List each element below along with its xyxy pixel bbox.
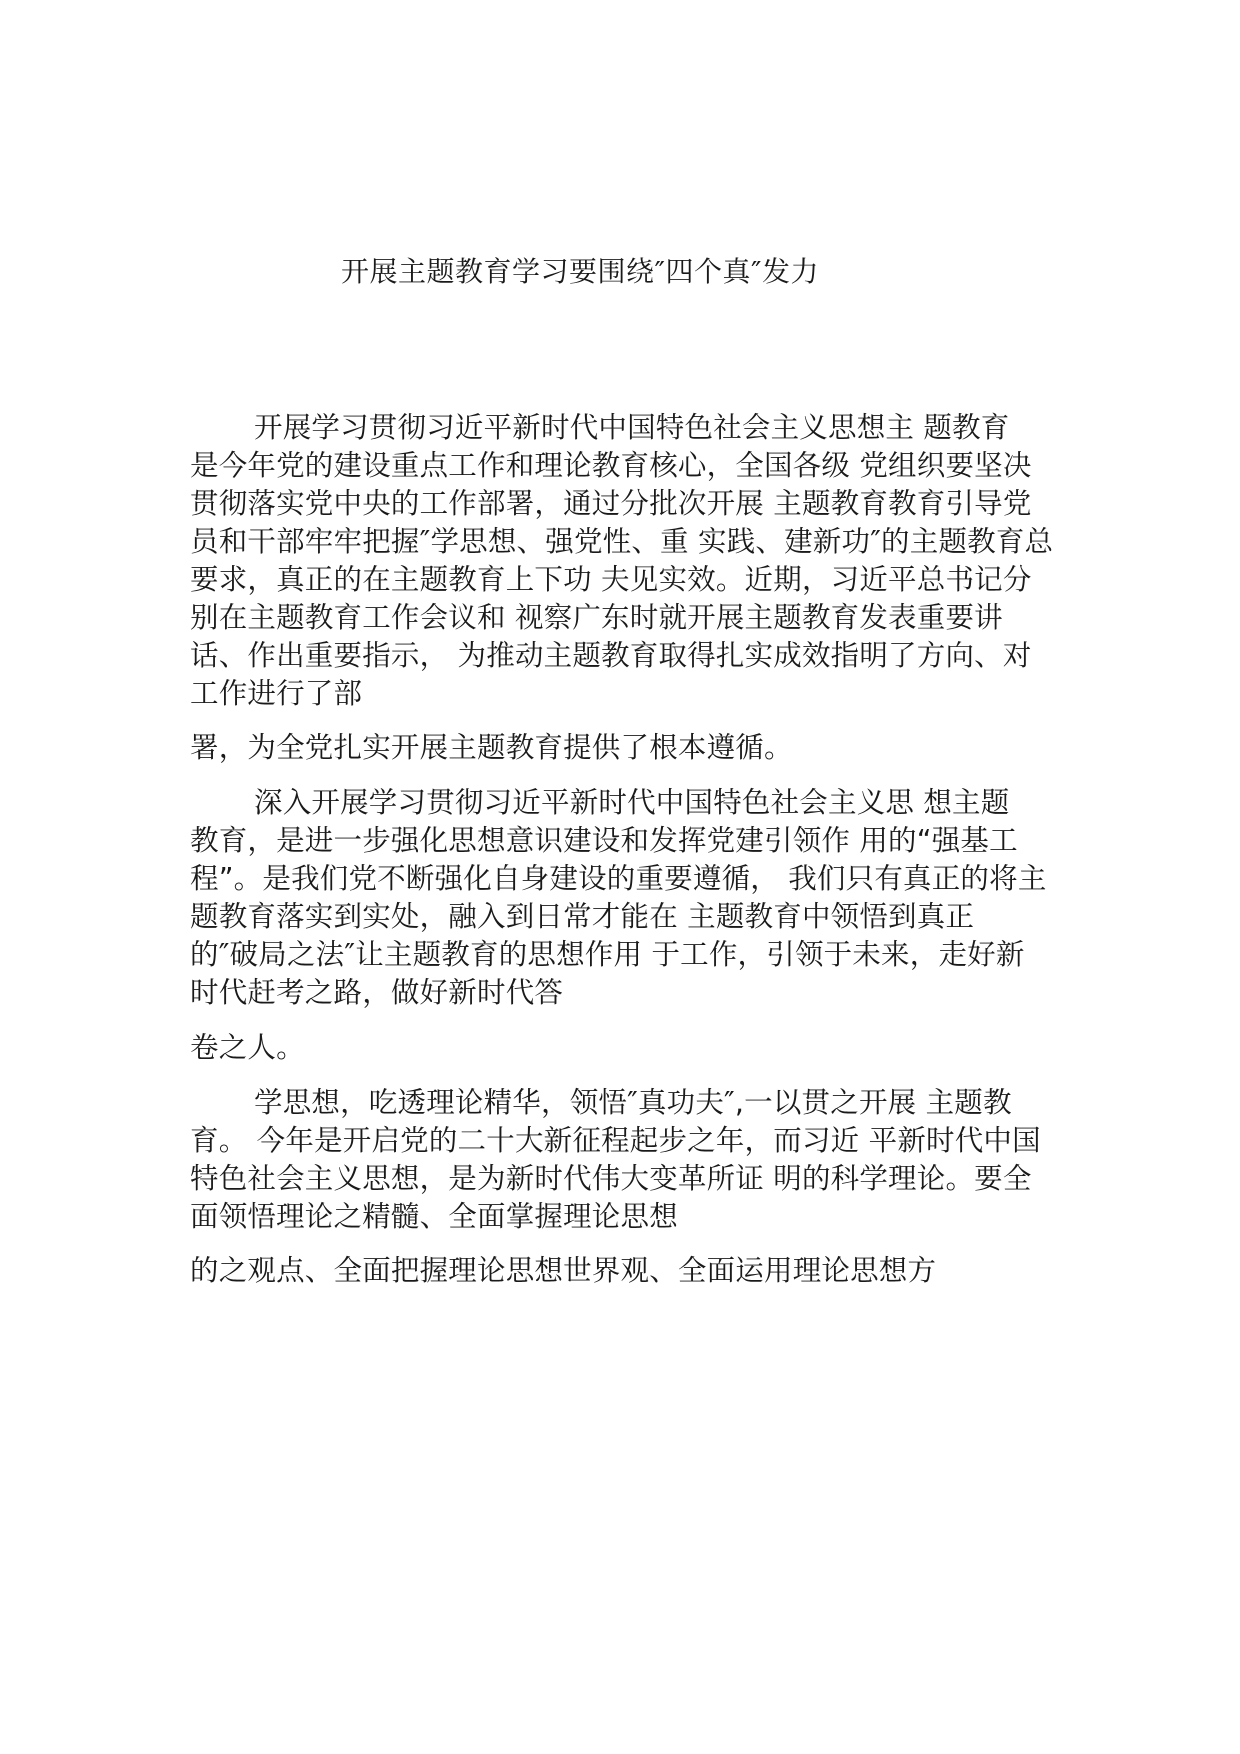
text-line: 题教育落实到实处，融入到日常才能在 主题教育中领悟到真正	[190, 900, 975, 933]
text-line: 是今年党的建设重点工作和理论教育核心，全国各级 党组织要坚决	[190, 449, 1032, 482]
text-line: 深入开展学习贯彻习近平新时代中国特色社会主义思 想主题	[254, 786, 1010, 819]
document-title: 开展主题教育学习要围绕″四个真″发力	[341, 255, 819, 288]
text-line: 的之观点、全面把握理论思想世界观、全面运用理论思想方	[190, 1254, 937, 1287]
text-line: 卷之人。	[190, 1031, 305, 1064]
text-line: 学思想，吃透理论精华，领悟″真功夫″,一以贯之开展 主题教	[254, 1086, 1012, 1119]
text-line: 工作进行了部	[190, 677, 363, 710]
text-line: 教育，是进一步强化思想意识建设和发挥党建引领作 用的“强基工	[190, 824, 1018, 857]
text-line: 员和干部牢牢把握″学思想、强党性、重 实践、建新功″的主题教育总	[190, 525, 1054, 558]
text-line: 程”。是我们党不断强化自身建设的重要遵循， 我们只有真正的将主	[190, 862, 1047, 895]
text-line: 署，为全党扎实开展主题教育提供了根本遵循。	[190, 731, 793, 764]
text-line: 育。 今年是开启党的二十大新征程起步之年，而习近 平新时代中国	[190, 1124, 1041, 1157]
text-line: 的″破局之法″让主题教育的思想作用 于工作，引领于未来，走好新	[190, 938, 1025, 971]
text-line: 时代赶考之路，做好新时代答	[190, 976, 564, 1009]
text-line: 开展学习贯彻习近平新时代中国特色社会主义思想主 题教育	[254, 411, 1010, 444]
text-line: 特色社会主义思想，是为新时代伟大变革所证 明的科学理论。要全	[190, 1162, 1032, 1195]
text-line: 贯彻落实党中央的工作部署，通过分批次开展 主题教育教育引导党	[190, 487, 1032, 520]
text-line: 要求，真正的在主题教育上下功 夫见实效。近期，习近平总书记分	[190, 563, 1032, 596]
text-line: 别在主题教育工作会议和 视察广东时就开展主题教育发表重要讲	[190, 601, 1003, 634]
text-line: 面领悟理论之精髓、全面掌握理论思想	[190, 1200, 678, 1233]
text-line: 话、作出重要指示， 为推动主题教育取得扎实成效指明了方向、对	[190, 639, 1032, 672]
